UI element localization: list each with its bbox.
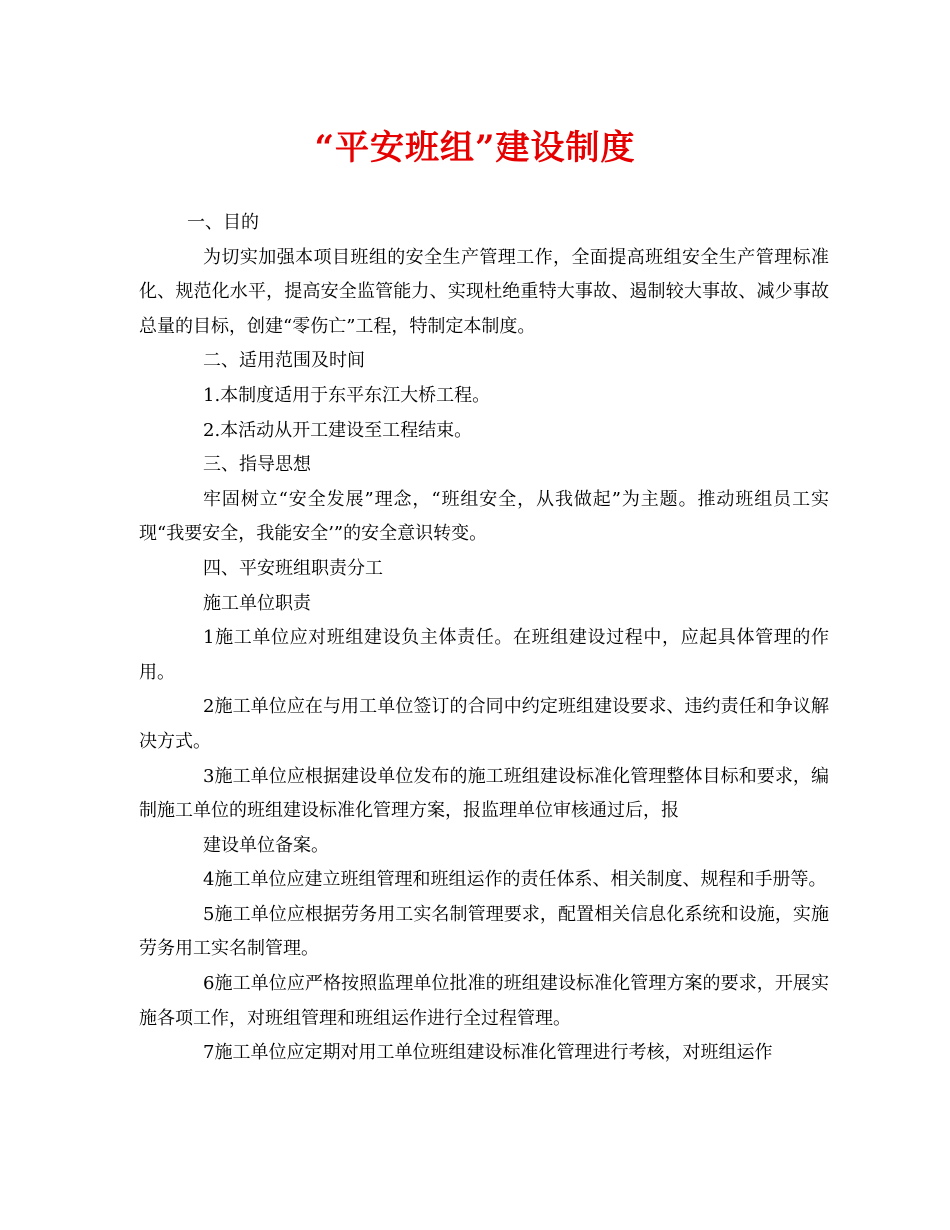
paragraph-duty-1: 1施工单位应对班组建设负主体责任。在班组建设过程中，应起具体管理的作用。 <box>139 627 829 683</box>
paragraph-duty-3: 3施工单位应根据建设单位发布的施工班组建设标准化管理整体目标和要求，编制施工单位的班组建设标准化管理方案，报监理单位审核通过后，报 <box>139 765 829 822</box>
section-heading-purpose: 一、目的 <box>187 212 259 233</box>
paragraph-duty-6: 6施工单位应严格按照监理单位批准的班组建设标准化管理方案的要求，开展实施各项工作，对班组管理和班组运作进行全过程管理。 <box>139 973 829 1029</box>
paragraph-guiding-idea: 牢固树立“安全发展”理念，“班组安全，从我做起”为主题。推动班组员工实现“我要安全，我能安全’”的安全意识转变。 <box>139 488 829 545</box>
document-title: “平安班组”建设制度 <box>314 128 636 168</box>
paragraph-scope-2: 2.本活动从开工建设至工程结束。 <box>203 419 473 441</box>
section-heading-guiding-idea: 三、指导思想 <box>203 454 311 476</box>
paragraph-purpose: 为切实加强本项目班组的安全生产管理工作，全面提高班组安全生产管理标准化、规范化水平，提高安全监管能力、实现杜绝重特大事故、遏制较大事故、减少事故总量的目标，创建“零伤亡”工程，特制定本制度。 <box>139 246 829 337</box>
paragraph-duty-7: 7施工单位应定期对用工单位班组建设标准化管理进行考核，对班组运作 <box>203 1042 773 1064</box>
paragraph-duty-4: 4施工单位应建立班组管理和班组运作的责任体系、相关制度、规程和手册等。 <box>203 869 827 891</box>
paragraph-duty-3-continuation: 建设单位备案。 <box>203 834 329 856</box>
subheading-construction-unit: 施工单位职责 <box>203 592 311 614</box>
paragraph-scope-1: 1.本制度适用于东平东江大桥工程。 <box>203 384 491 406</box>
section-heading-scope: 二、适用范围及时间 <box>203 350 365 372</box>
paragraph-duty-2: 2施工单位应在与用工单位签订的合同中约定班组建设要求、违约责任和争议解决方式。 <box>139 696 829 752</box>
paragraph-duty-5: 5施工单位应根据劳务用工实名制管理要求，配置相关信息化系统和设施，实施劳务用工实名制管理。 <box>139 903 829 960</box>
section-heading-responsibilities: 四、平安班组职责分工 <box>203 557 383 579</box>
document-body <box>139 206 829 1071</box>
